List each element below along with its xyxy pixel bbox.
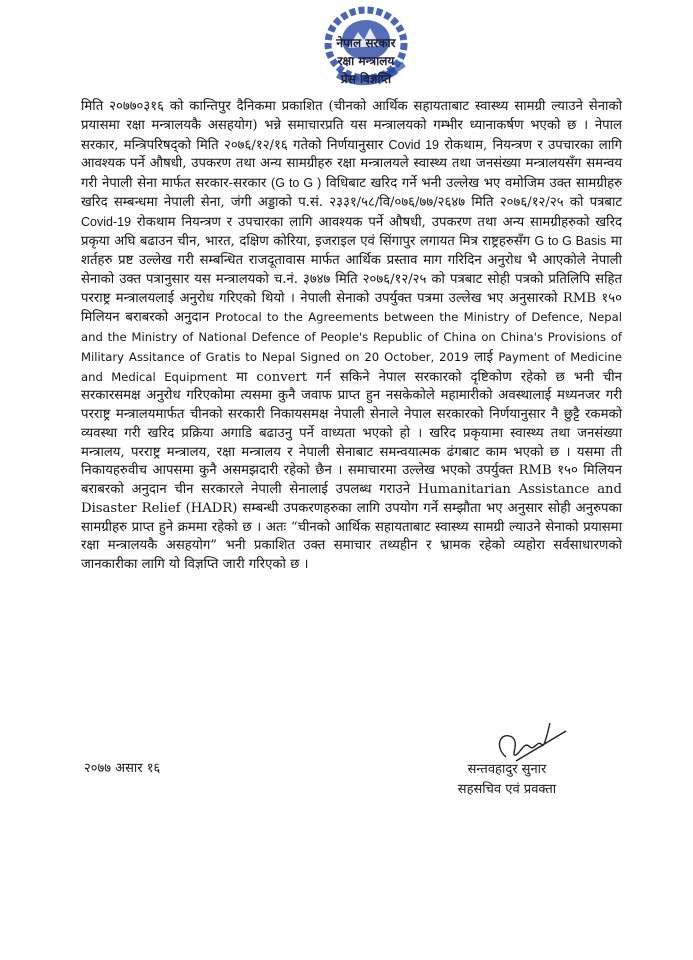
signatory (432, 760, 582, 800)
letterhead (318, 34, 414, 88)
body-text-segment: विधिबाट खरिद गर्ने भनी उल्लेख भए वमोजिम उक्त सामग्रीहरु खरिद सम्बन्धमा नेपाली सेना, जंगी अड्डाको प.सं. २३३१/५८/वि/०७६/७७/२६४७ मिति २०७६/१२/२५ को पत्रबाट (81, 176, 622, 210)
body-text-segment: रोकथाम, नियन्त्रण र उपचारका लागि आवश्यक पर्ने औषधी, उपकरण तथा अन्य सामग्रीहरु रक्षा मन्त्रालयले स्वास्थ्य तथा जनसंख्या मन्त्रालयसँग समन्वय गरी नेपाली सेना मार्फत सरकार-सरकार (81, 137, 622, 191)
letterhead-government: नेपाल सरकार (336, 36, 396, 50)
body-covid19: Covid-19 (81, 214, 132, 229)
body-text-segment: मा शर्तहरु प्रष्ट उल्लेख गरी सम्बन्धित राजदूतावास मार्फत आर्थिक प्रस्ताव माग गरिदिन अनुरोध भै आएकोले नेपाली सेनाको उक्त पत्रानुसार यस मन्त्रालयको च.नं. ३७४७ मिति २०७६/१२/२५ को पत्रबाट सोही पत्रको प्रतिलिपि सहित परराष्ट्र मन्त्रालयलाई अनुरोध गरिएको थियो । नेपाली सेनाको उपर्युक्त पत्रमा उल्लेख भए अनुसारको RMB १५० मिलियन बराबरको अनुदान (81, 234, 622, 326)
body-g2g: (G to G ) (271, 176, 322, 190)
body-payment: Payment of Medicine and Medical Equipment (81, 349, 622, 384)
letterhead-ministry: रक्षा मन्त्रालय (337, 54, 395, 68)
press-release-body (81, 98, 622, 575)
body-hadr: Humanitarian Assistance and Disaster Relief (HADR) (81, 482, 622, 516)
body-text-segment: लाई (468, 349, 499, 365)
signer-title: सहसचिव एवं प्रवक्ता (457, 782, 557, 797)
body-text-segment: मा convert गर्न सकिने नेपाल सरकारको दृष्टिकोण रहेको छ भनी चीन सरकारसमक्ष अनुरोध गरिएकोमा त्यसमा कुनै जवाफ प्राप्त हुन नसकेकोले महामारीको अवस्थालाई मध्यनजर गरी परराष्ट्र मन्त्रालयमार्फत चीनको सरकारी निकायसमक्ष नेपाली सेनाले नेपाल सरकारको निर्णयानुसार नै छुट्टै रकमको व्यवस्था गरी खरिद प्रक्रिया अगाडि बढाउनु पर्ने वाध्यता भएको हो । खरिद प्रकृयामा स्वास्थ्य तथा जनसंख्या मन्त्रालय, परराष्ट्र मन्त्रालय, रक्षा मन्त्रालय र नेपाली सेनाबाट समन्वयात्मक ढंगबाट काम भएको छ । यसमा ती निकायहरुवीच आपसमा कुनै असमझदारी रहेको छैन । समाचारमा उल्लेख भएको उपर्युक्त RMB १५० मिलियन बराबरको अनुदान चीन सरकारले नेपाली सेनालाई उपलब्ध गराउने (81, 369, 622, 497)
letterhead-press-release: प्रेस विज्ञप्ति (340, 72, 392, 86)
signer-name: सन्तवहादुर सुनार (467, 762, 547, 777)
body-covid: Covid 19 (388, 137, 440, 152)
body-intro: मिति २०७७०३१६ को कान्तिपुर दैनिकमा प्रकाशित (चीनको आर्थिक सहायताबाट स्वास्थ्य सामग्री ल्याउने सेनाको प्रयासमा रक्षा मन्त्रालयकै असहयोग) भन्ने समाचारप्रति यस मन्त्रालयको गम्भीर ध्यानाकर्षण भएको छ । नेपाल सरकार, मन्त्रिपरिषद्‌को मिति २०७६/१२/१६ गतेको निर्णयानुसार (81, 99, 622, 153)
body-g2g-basis: G to G Basis (534, 234, 607, 249)
body-paragraph (81, 98, 622, 575)
release-date: २०७७ असार १६ (84, 761, 161, 776)
body-text-segment: रोकथाम नियन्त्रण र उपचारका लागि आवश्यक पर्ने औषधी, उपकरण तथा अन्य सामग्रीहरुको खरिद प्रकृया अघि बढाउन चीन, भारत, दक्षिण कोरिया, इजराइल एवं सिंगापुर लगायत मित्र राष्ट्रहरुसँग (81, 214, 622, 250)
body-protocol-title: Protocal to the Agreements between the Ministry of Defence, Nepal and the Ministry of National Defence of People's Republic of China on China's Provisions of Military Assitance of Gratis to Nepal Signed on 20 October, 2019 (81, 310, 622, 364)
body-conclusion: सम्बन्धी उपकरणहरुका लागि उपयोग गर्ने सम्झौता भए अनुसार सोही अनुरुपका सामग्रीहरु प्राप्त हुने क्रममा रहेको छ । अतः “चीनको आर्थिक सहायताबाट स्वास्थ्य सामग्री ल्याउने सेनाको प्रयासमा रक्षा मन्त्रालयकै असहयोग” भनी प्रकाशित उक्त समाचार तथ्यहीन र भ्रामक रहेको व्यहोरा सर्वसाधारणको जानकारीका लागि यो विज्ञप्ति जारी गरिएको छ । (81, 500, 622, 572)
